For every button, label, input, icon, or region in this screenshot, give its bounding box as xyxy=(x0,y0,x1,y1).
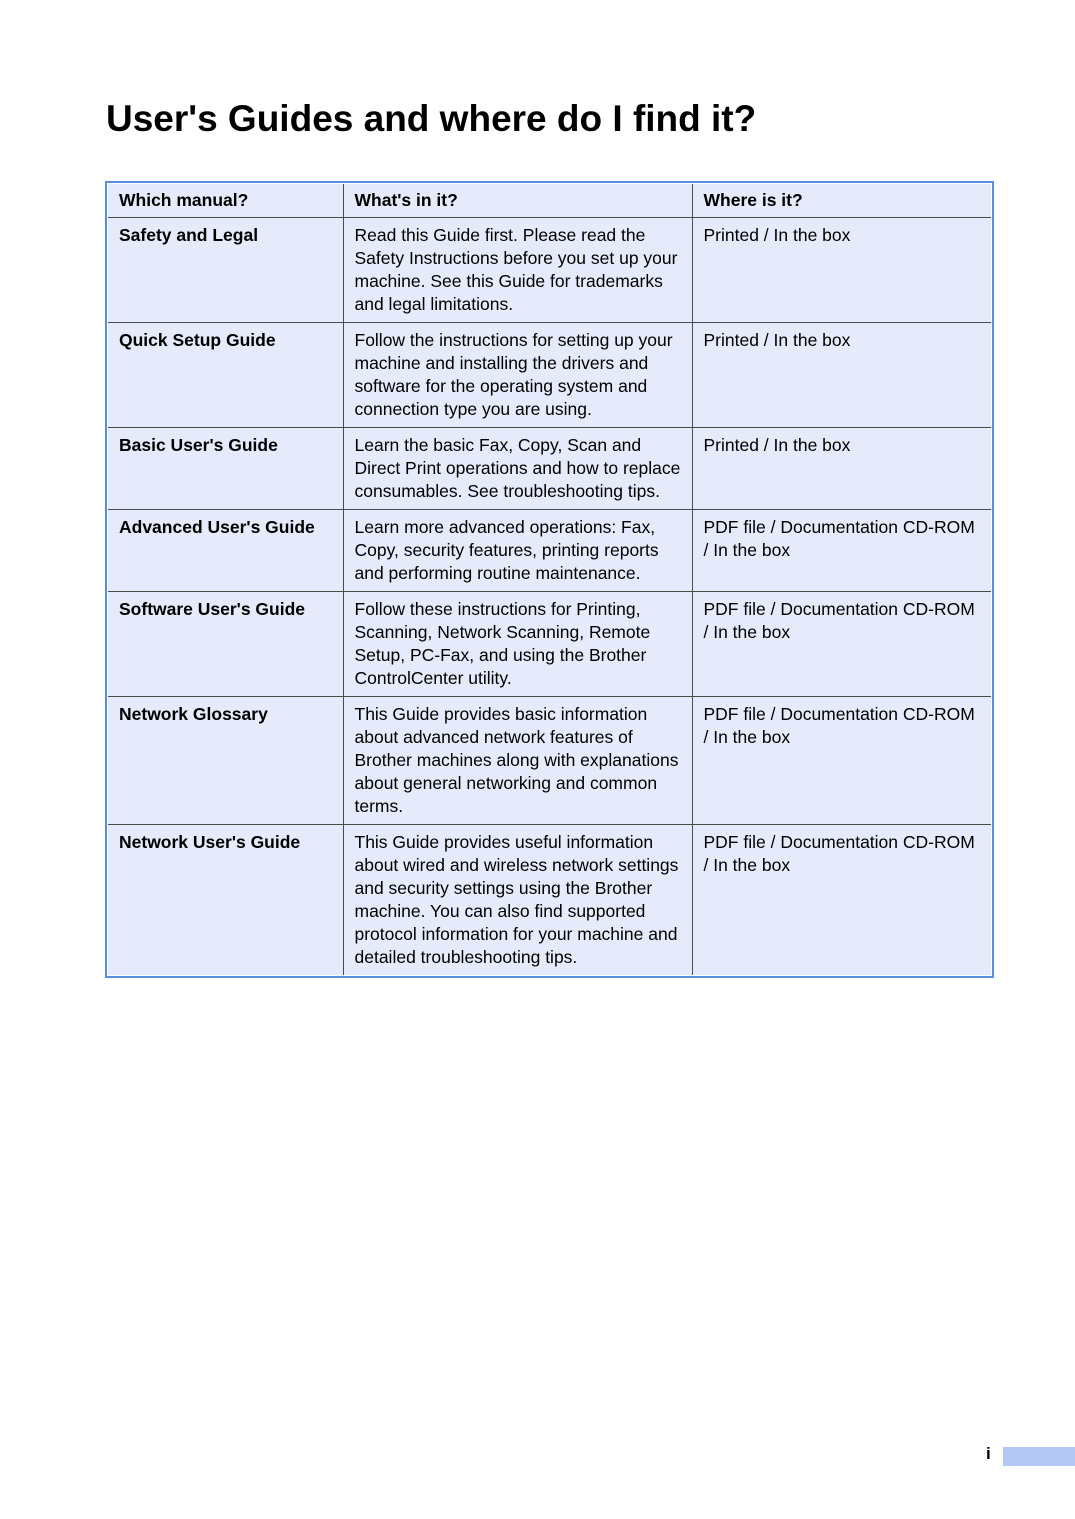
header-whats-in-it: What's in it? xyxy=(343,184,692,218)
manual-location-cell: Printed / In the box xyxy=(692,218,991,323)
manual-name-cell: Network Glossary xyxy=(108,697,343,825)
table-header-row xyxy=(108,184,991,218)
manual-name-cell: Basic User's Guide xyxy=(108,428,343,510)
manuals-table-frame xyxy=(105,181,994,978)
manual-name-cell: Software User's Guide xyxy=(108,592,343,697)
manuals-table xyxy=(108,184,991,975)
table-row xyxy=(108,218,991,323)
header-where-is-it: Where is it? xyxy=(692,184,991,218)
table-row xyxy=(108,697,991,825)
table-row xyxy=(108,428,991,510)
manual-location-cell: PDF file / Documentation CD-ROM / In the box xyxy=(692,510,991,592)
manual-contents-cell: Follow the instructions for setting up your machine and installing the drivers and software for the operating system and connection type you are using. xyxy=(343,323,692,428)
manual-contents-cell: This Guide provides basic information about advanced network features of Brother machines along with explanations about general networking and common terms. xyxy=(343,697,692,825)
header-which-manual: Which manual? xyxy=(108,184,343,218)
manual-name-cell: Advanced User's Guide xyxy=(108,510,343,592)
manual-location-cell: Printed / In the box xyxy=(692,323,991,428)
manual-contents-cell: Follow these instructions for Printing, Scanning, Network Scanning, Remote Setup, PC-Fax, and using the Brother ControlCenter utility. xyxy=(343,592,692,697)
table-row xyxy=(108,323,991,428)
manual-location-cell: PDF file / Documentation CD-ROM / In the box xyxy=(692,697,991,825)
manual-name-cell: Quick Setup Guide xyxy=(108,323,343,428)
table-row xyxy=(108,592,991,697)
page-number: i xyxy=(986,1444,991,1463)
page-title: User's Guides and where do I find it? xyxy=(106,98,757,139)
manual-name-cell: Safety and Legal xyxy=(108,218,343,323)
manual-location-cell: Printed / In the box xyxy=(692,428,991,510)
manual-contents-cell: Read this Guide first. Please read the Safety Instructions before you set up your machine. See this Guide for trademarks and legal limitations. xyxy=(343,218,692,323)
manual-contents-cell: Learn more advanced operations: Fax, Copy, security features, printing reports and performing routine maintenance. xyxy=(343,510,692,592)
manual-contents-cell: Learn the basic Fax, Copy, Scan and Direct Print operations and how to replace consumables. See troubleshooting tips. xyxy=(343,428,692,510)
manual-location-cell: PDF file / Documentation CD-ROM / In the box xyxy=(692,825,991,976)
manual-location-cell: PDF file / Documentation CD-ROM / In the box xyxy=(692,592,991,697)
manual-name-cell: Network User's Guide xyxy=(108,825,343,976)
manual-contents-cell: This Guide provides useful information about wired and wireless network settings and security settings using the Brother machine. You can also find supported protocol information for your machine and detailed troubleshooting tips. xyxy=(343,825,692,976)
table-row xyxy=(108,825,991,976)
table-row xyxy=(108,510,991,592)
page-edge-tab xyxy=(1003,1447,1075,1466)
